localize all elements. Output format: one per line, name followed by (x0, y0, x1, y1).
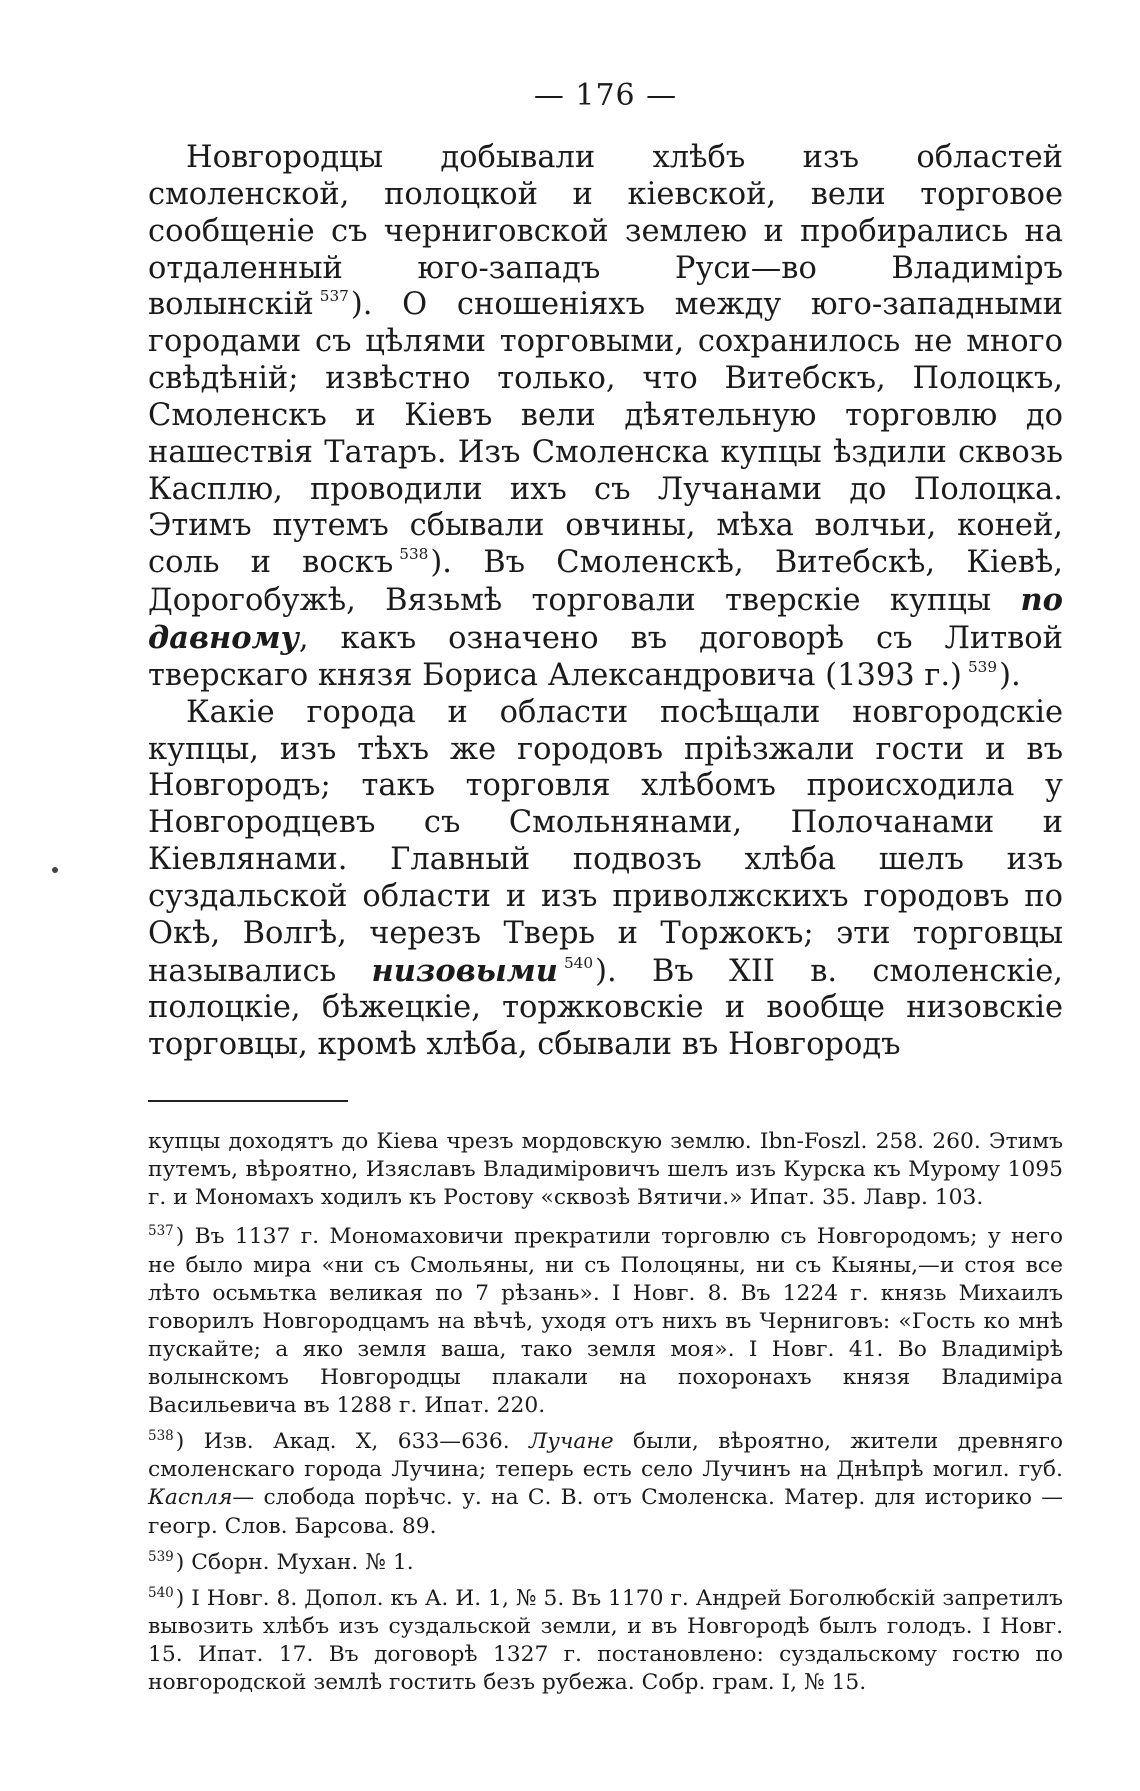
paragraph-1: Новгородцы добывали хлѣбъ изъ областей смоленской, полоцкой и кіевской, вели торговое сообщеніе съ черниговской землею и пробирались на отдаленный юго-западъ Руси—во Владиміръ волынскій $^{537}$). О сношеніяхъ между юго-западными городами съ цѣлями торговыми, сохранилось не много свѣдѣній; извѣстно только, что Витебскъ, Полоцкъ, Смоленскъ и Кіевъ вели дѣятельную торговлю до нашествія Татаръ. Изъ Смоленска купцы ѣздили сквозь Касплю, проводили ихъ съ Лучанами до Полоцка. Этимъ путемъ сбывали овчины, мѣха волчьи, коней, соль и воскъ $^{538}$). Въ Смоленскѣ, Витебскѣ, Кіевѣ, Дорогобужѣ, Вязьмѣ торговали тверскіе купцы по давному, какъ означено въ договорѣ съ Литвой тверскаго князя Бориса Александровича (1393 г.) $^{539}$). (148, 140, 1064, 693)
footnote-divider (148, 1100, 348, 1102)
footnote-537: $^{537}$) Въ 1137 г. Мономаховичи прекратили торговлю съ Новгородомъ; у него не было мира «ни съ Смольяны, ни съ Полоцяны, ни съ Кыяны,—и стоя все лѣто осьмьтка великая по 7 рѣзань». I Новг. 8. Въ 1224 г. князь Михаилъ говорилъ Новгородцамъ на вѣчѣ, уходя отъ нихъ въ Черниговъ: «Гость ко мнѣ пускайте; а яко земля ваша, тако земля моя». I Новг. 41. Во Владимірѣ волынскомъ Новгородцы плакали на похоронахъ князя Владиміра Васильевича въ 1288 г. Ипат. 220. (148, 1223, 1063, 1419)
emphasis-kasplya: Каспля (148, 1485, 233, 1511)
footnote-mark-540: 540 (148, 1584, 174, 1601)
page-number: — 176 — (533, 78, 678, 113)
print-speck (52, 867, 58, 873)
footnote-ref-538[interactable]: 538 (399, 545, 429, 564)
footnotes (148, 1128, 1063, 1697)
emphasis-po-davnomu: по давному (148, 582, 1063, 656)
footnote-mark-538: 538 (148, 1428, 174, 1445)
main-text (148, 140, 1063, 1064)
footnote-mark-537: 537 (148, 1223, 174, 1240)
emphasis-luchane: Лучане (529, 1429, 614, 1455)
paragraph-2: Какіе города и области посѣщали новгородскіе купцы, изъ тѣхъ же городовъ пріѣзжали гости и въ Новгородъ; такъ торговля хлѣбомъ происходила у Новгородцевъ съ Смольнянами, Полочанами и Кіевлянами. Главный подвозъ хлѣба шелъ изъ суздальской области и изъ приволжскихъ городовъ по Окѣ, Волгѣ, черезъ Тверь и Торжокъ; эти торговцы назывались низовыми $^{540}$). Въ XII в. смоленскіе, полоцкіе, бѣжецкіе, торжковскіе и вообще низовскіе торговцы, кромѣ хлѣба, сбывали въ Новгородъ (148, 694, 1063, 1063)
footnote-538: $^{538}$) Изв. Акад. X, 633—636. Лучане были, вѣроятно, жители древняго смоленскаго города Лучина; теперь есть село Лучинъ на Днѣпрѣ могил. губ. Каспля— слобода порѣчс. у. на С. В. отъ Смоленска. Матер. для историко — геогр. Слов. Барсова. 89. (148, 1428, 1063, 1539)
footnote-540: $^{540}$) I Новг. 8. Допол. къ А. И. 1, № 5. Въ 1170 г. Андрей Боголюбскій запретилъ вывозить хлѣбъ изъ суздальской земли, и въ Новгородѣ былъ голодъ. I Новг. 15. Ипат. 17. Въ договорѣ 1327 г. постановлено: суздальскому гостю по новгородской землѣ гостить безъ рубежа. Собр. грам. I, № 15. (148, 1584, 1063, 1696)
footnote-ref-539[interactable]: 539 (967, 657, 998, 676)
footnote-ref-540[interactable]: 540 (563, 953, 594, 972)
page (148, 78, 1063, 1705)
footnote-mark-539: 539 (148, 1548, 174, 1565)
emphasis-nizovymi: низовыми (371, 952, 558, 989)
footnote-continuation: купцы доходятъ до Кіева чрезъ мордовскую землю. Ibn-Foszl. 258. 260. Этимъ путемъ, вѣроятно, Изяславъ Владиміровичъ шелъ изъ Курска къ Мурому 1095 г. и Мономахъ ходилъ къ Ростову «сквозѣ Вятичи.» Ипат. 35. Лавр. 103. (148, 1129, 1063, 1211)
footnote-ref-537[interactable]: 537 (319, 287, 349, 306)
footnote-539: $^{539}$) Сборн. Мухан. № 1. (148, 1548, 414, 1575)
